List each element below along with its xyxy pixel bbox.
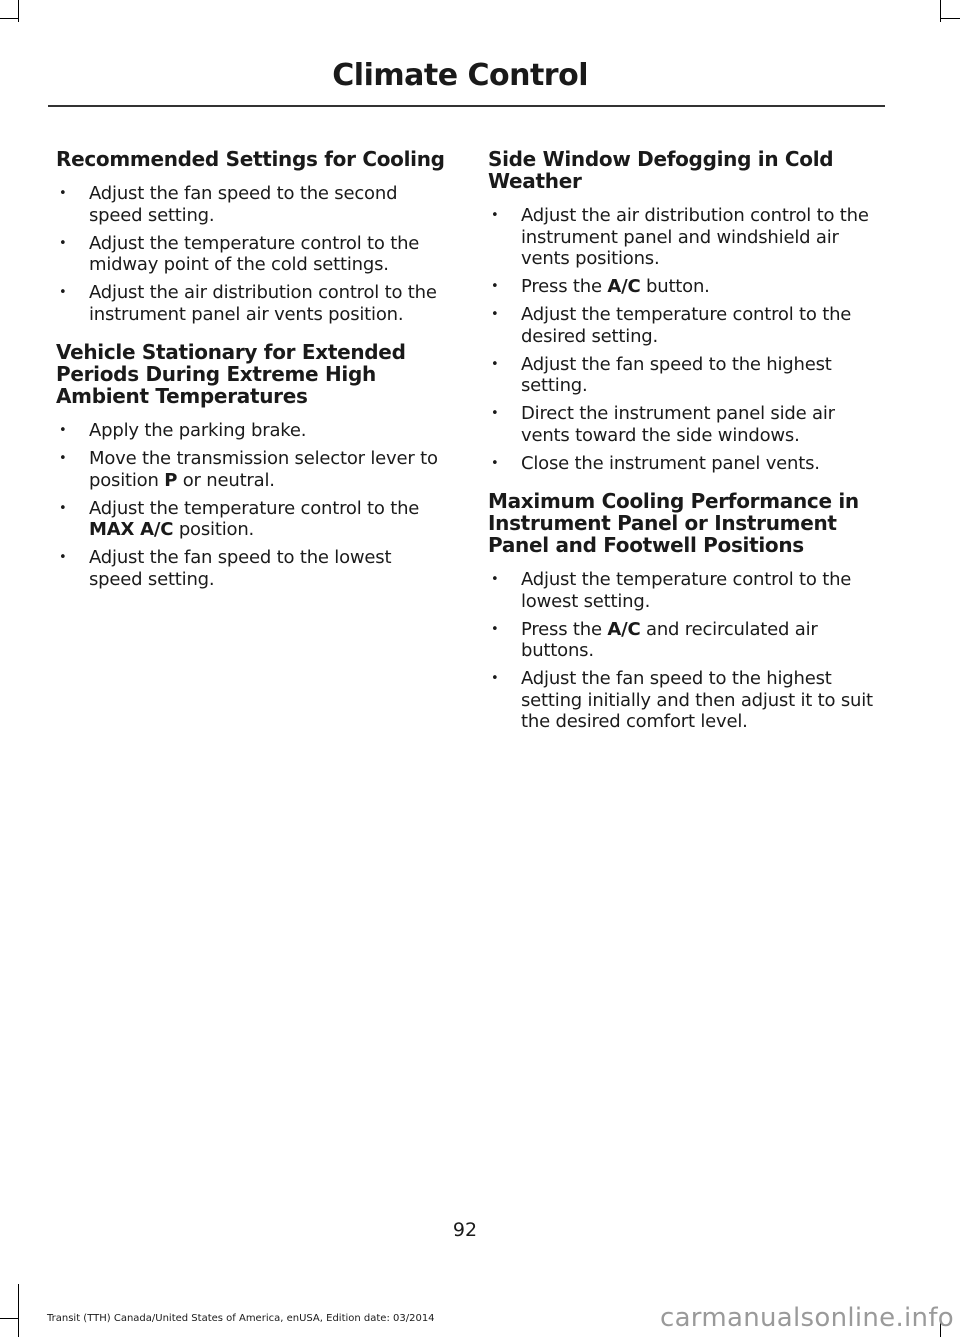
list-item: • Adjust the fan speed to the highest setting initially and then adjust it to suit the desired comfort level. <box>491 668 873 732</box>
list-item: • Direct the instrument panel side air vents toward the side windows. <box>491 403 835 446</box>
bullet-icon: • <box>59 186 67 201</box>
list-item: • Adjust the air distribution control to the instrument panel air vents position. <box>59 282 437 325</box>
list-item: • Press the A/C button. <box>491 276 710 297</box>
bullet-icon: • <box>491 208 499 223</box>
bullet-list <box>56 183 448 325</box>
list-item: • Close the instrument panel vents. <box>491 452 820 474</box>
bullet-icon: • <box>59 500 67 516</box>
list-item: • Press the A/C and recirculated air buttons. <box>491 618 818 661</box>
crop-mark-top-left-v <box>18 0 19 22</box>
edition-footer: Transit (TTH) Canada/United States of America, enUSA, Edition date: 03/2014 <box>47 1313 435 1324</box>
section-vehicle-stationary <box>56 341 448 590</box>
section-recommended-cooling <box>56 148 448 325</box>
bullet-icon: • <box>59 451 67 466</box>
list-item: • Move the transmission selector lever to position P or neutral. <box>59 448 438 491</box>
list-item: • Adjust the temperature control to the desired setting. <box>491 304 852 347</box>
crop-mark-top-right-h <box>941 18 960 19</box>
max-ac-label: MAX A/C <box>89 519 174 540</box>
ac-label: A/C <box>607 276 641 297</box>
bullet-icon: • <box>491 572 499 587</box>
ac-label: A/C <box>607 618 641 640</box>
bullet-icon: • <box>59 550 67 565</box>
section-side-window-defogging <box>488 148 882 474</box>
bullet-icon: • <box>59 285 67 300</box>
section-heading: Vehicle Stationary for Extended Periods During Extreme High Ambient Temperatures <box>56 340 406 408</box>
page-number: 92 <box>452 1219 478 1241</box>
bullet-icon: • <box>59 235 67 251</box>
list-item: • Adjust the temperature control to the lowest setting. <box>491 569 852 612</box>
page-header-title: Climate Control <box>332 58 588 93</box>
bullet-icon: • <box>491 356 499 372</box>
section-heading: Side Window Defogging in Cold Weather <box>488 147 834 193</box>
list-item: • Adjust the fan speed to the second speed setting. <box>59 183 398 226</box>
section-heading: Maximum Cooling Performance in Instrument Panel or Instrument Panel and Footwell Positions <box>488 489 859 557</box>
crop-mark-top-left-h <box>0 18 18 19</box>
right-column <box>488 148 882 749</box>
bullet-icon: • <box>491 621 499 637</box>
bullet-icon: • <box>491 455 499 471</box>
list-item: • Adjust the air distribution control to the instrument panel and windshield air vents positions. <box>491 205 869 269</box>
bullet-icon: • <box>491 279 499 294</box>
bullet-list <box>488 205 882 474</box>
bullet-icon: • <box>491 406 499 421</box>
bullet-icon: • <box>491 671 499 686</box>
left-column <box>56 148 448 606</box>
header-divider <box>48 105 885 107</box>
section-maximum-cooling <box>488 490 882 733</box>
list-item: • Apply the parking brake. <box>59 420 307 441</box>
bullet-icon: • <box>59 423 67 438</box>
list-item: • Adjust the temperature control to the MAX A/C position. <box>59 497 420 540</box>
crop-mark-bottom-left-v <box>18 1284 19 1337</box>
section-heading: Recommended Settings for Cooling <box>56 147 445 171</box>
bullet-list <box>56 420 448 590</box>
gear-position-label: P <box>164 469 178 491</box>
bullet-list <box>488 569 882 733</box>
watermark-link[interactable]: carmanualsonline.info <box>659 1303 954 1333</box>
list-item: • Adjust the temperature control to the midway point of the cold settings. <box>59 232 420 275</box>
crop-mark-bottom-left-h <box>0 1318 18 1319</box>
bullet-icon: • <box>491 307 499 322</box>
list-item: • Adjust the fan speed to the lowest speed setting. <box>59 547 392 590</box>
list-item: • Adjust the fan speed to the highest setting. <box>491 353 832 396</box>
